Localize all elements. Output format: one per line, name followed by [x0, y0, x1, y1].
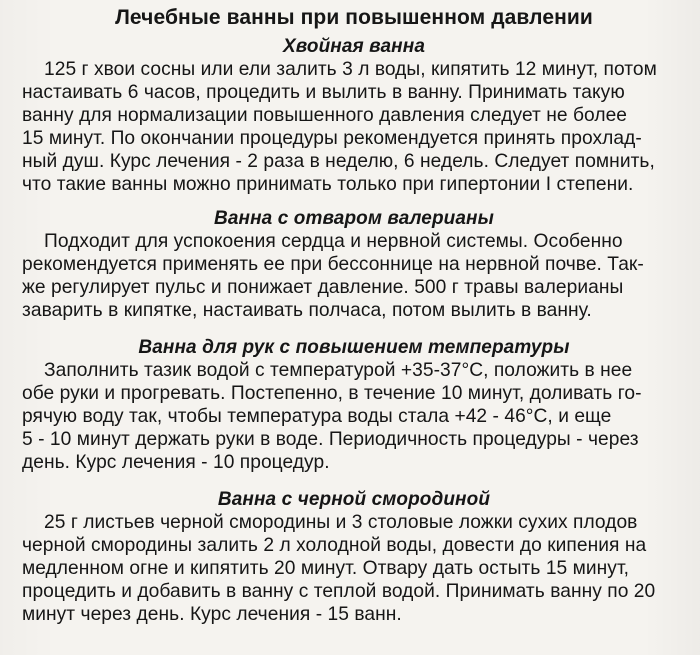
section-hand-bath [22, 337, 686, 474]
section-blackcurrant-bath [22, 489, 686, 626]
section-body-blackcurrant-bath [22, 511, 686, 626]
text-line: минут через день. Курс лечения - 15 ванн. [22, 604, 402, 625]
document-title: Лечебные ванны при повышенном давлении [115, 6, 593, 29]
section-title-valerian-bath: Ванна с отваром валерианы [214, 208, 494, 229]
section-title-hand-bath: Ванна для рук с повышением температуры [138, 337, 570, 358]
text-line: Заполнить тазик водой с температурой +35-37°С, положить в нее [44, 360, 633, 381]
text-line: процедить и добавить в ванну с теплой водой. Принимать ванну по 20 [22, 581, 656, 602]
text-line: что такие ванны можно принимать только при гипертонии I степени. [22, 174, 634, 195]
text-line: 5 - 10 минут держать руки в воде. Периодичность процедуры - через [22, 429, 639, 450]
text-line: 25 г листьев черной смородины и 3 столовые ложки сухих плодов [44, 512, 638, 533]
text-line: медленном огне и кипятить 20 минут. Отвару дать остыть 15 минут, [22, 558, 630, 579]
text-line: 15 минут. По окончании процедуры рекомендуется принять прохлад- [22, 128, 642, 149]
text-line: ный душ. Курс лечения - 2 раза в неделю, 6 недель. Следует помнить, [22, 151, 655, 172]
text-line: Подходит для успокоения сердца и нервной системы. Особенно [44, 231, 623, 252]
section-title-pine-bath: Хвойная ванна [282, 36, 425, 57]
text-line: день. Курс лечения - 10 процедур. [22, 452, 330, 473]
section-body-pine-bath [22, 58, 686, 196]
section-valerian-bath [22, 208, 686, 322]
text-line: рячую воду так, чтобы температура воды стала +42 - 46°С, и еще [22, 406, 612, 427]
text-line: настаивать 6 часов, процедить и вылить в ванну. Принимать такую [22, 82, 625, 103]
text-line: черной смородины залить 2 л холодной воды, довести до кипения на [22, 535, 647, 556]
section-body-valerian-bath [22, 230, 686, 322]
section-body-hand-bath [22, 359, 686, 474]
text-line: заварить в кипятке, настаивать полчаса, потом вылить в ванну. [22, 300, 592, 321]
text-line: рекомендуется применять ее при бессоннице на нервной почве. Так- [22, 254, 644, 275]
section-title-blackcurrant-bath: Ванна с черной смородиной [217, 489, 491, 510]
text-line: 125 г хвои сосны или ели залить 3 л воды, кипятить 12 минут, потом [44, 59, 657, 80]
text-line: обе руки и прогревать. Постепенно, в течение 10 минут, доливать го- [22, 383, 642, 404]
text-line: ванну для нормализации повышенного давления следует не более [22, 105, 628, 126]
text-line: же регулирует пульс и понижает давление. 500 г травы валерианы [22, 277, 624, 298]
section-pine-bath [22, 36, 686, 196]
